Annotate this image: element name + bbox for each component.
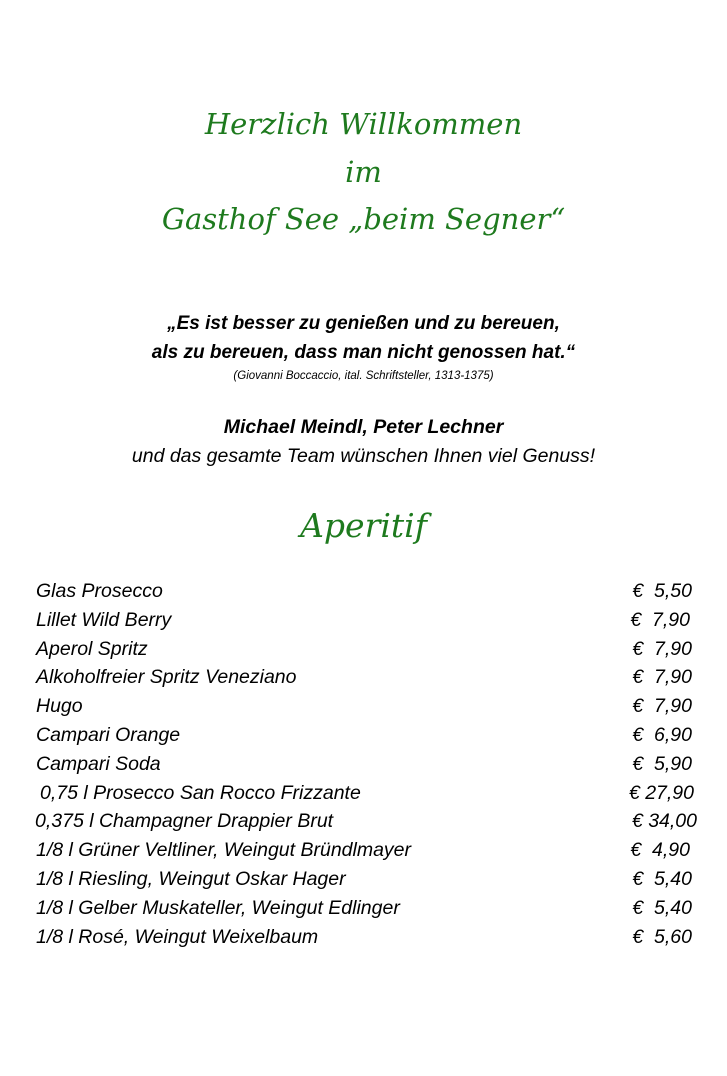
- menu-item-price: € 5,50: [632, 580, 692, 602]
- menu-item: [36, 836, 696, 865]
- menu-item: [36, 663, 696, 692]
- menu-item-price: € 5,90: [632, 752, 692, 775]
- menu-item-name: Campari Orange: [36, 723, 181, 746]
- section-title-aperitif: Aperitif: [300, 506, 427, 545]
- menu-item-name: 1/8 l Riesling, Weingut Oskar Hager: [36, 867, 346, 890]
- team-names: Michael Meindl, Peter Lechner: [223, 416, 504, 438]
- menu-item-name: Hugo: [36, 695, 83, 718]
- menu-item-price: € 5,40: [632, 896, 692, 919]
- menu-item-price: € 7,90: [632, 666, 692, 689]
- menu-item-price: € 27,90: [628, 781, 694, 804]
- menu-item-price: € 7,90: [632, 695, 692, 718]
- menu-item-name: 1/8 l Gelber Muskateller, Weingut Edlinger: [36, 896, 400, 919]
- menu-item-price: € 6,90: [632, 723, 692, 746]
- menu-item-name: 1/8 l Grüner Veltliner, Weingut Bründlmayer: [36, 839, 412, 862]
- team-wish: und das gesamte Team wünschen Ihnen viel Genuss!: [131, 445, 596, 467]
- menu-item: [36, 807, 696, 836]
- menu-item: [36, 577, 696, 606]
- menu-item: [36, 692, 696, 721]
- menu-item-price: € 4,90: [630, 839, 690, 862]
- quote-line-2: als zu bereuen, dass man nicht genossen hat.“: [151, 342, 576, 363]
- menu-item: [36, 865, 696, 894]
- menu-list: [36, 577, 696, 951]
- menu-item-name: Campari Soda: [36, 752, 161, 775]
- menu-item: [36, 721, 696, 750]
- menu-item-name: 0,75 l Prosecco San Rocco Frizzante: [40, 781, 361, 804]
- menu-item-name: Glas Prosecco: [36, 580, 163, 602]
- menu-item-name: Aperol Spritz: [36, 637, 148, 660]
- menu-item: [36, 894, 696, 923]
- menu-item-price: € 5,40: [632, 867, 692, 890]
- quote-attribution: (Giovanni Boccaccio, ital. Schriftsteller, 1313-1375): [233, 370, 494, 382]
- welcome-line-1: Herzlich Willkommen: [204, 107, 523, 141]
- menu-item: [36, 635, 696, 664]
- quote-line-1: „Es ist besser zu genießen und zu bereuen,: [167, 313, 560, 334]
- menu-item-name: Lillet Wild Berry: [36, 608, 172, 631]
- menu-item: [36, 779, 696, 808]
- menu-item: [36, 750, 696, 779]
- menu-item-name: 0,375 l Champagner Drappier Brut: [35, 810, 334, 833]
- menu-item-price: € 7,90: [632, 637, 692, 660]
- menu-item-name: Alkoholfreier Spritz Veneziano: [36, 666, 297, 689]
- menu-item: [36, 606, 696, 635]
- welcome-line-3: Gasthof See „beim Segner“: [161, 202, 566, 236]
- welcome-line-2: im: [345, 155, 382, 189]
- menu-item-price: € 34,00: [631, 810, 697, 833]
- menu-item-price: € 7,90: [630, 608, 690, 631]
- menu-item-price: € 5,60: [632, 925, 692, 948]
- menu-item-name: 1/8 l Rosé, Weingut Weixelbaum: [36, 925, 319, 948]
- menu-item: [36, 923, 696, 952]
